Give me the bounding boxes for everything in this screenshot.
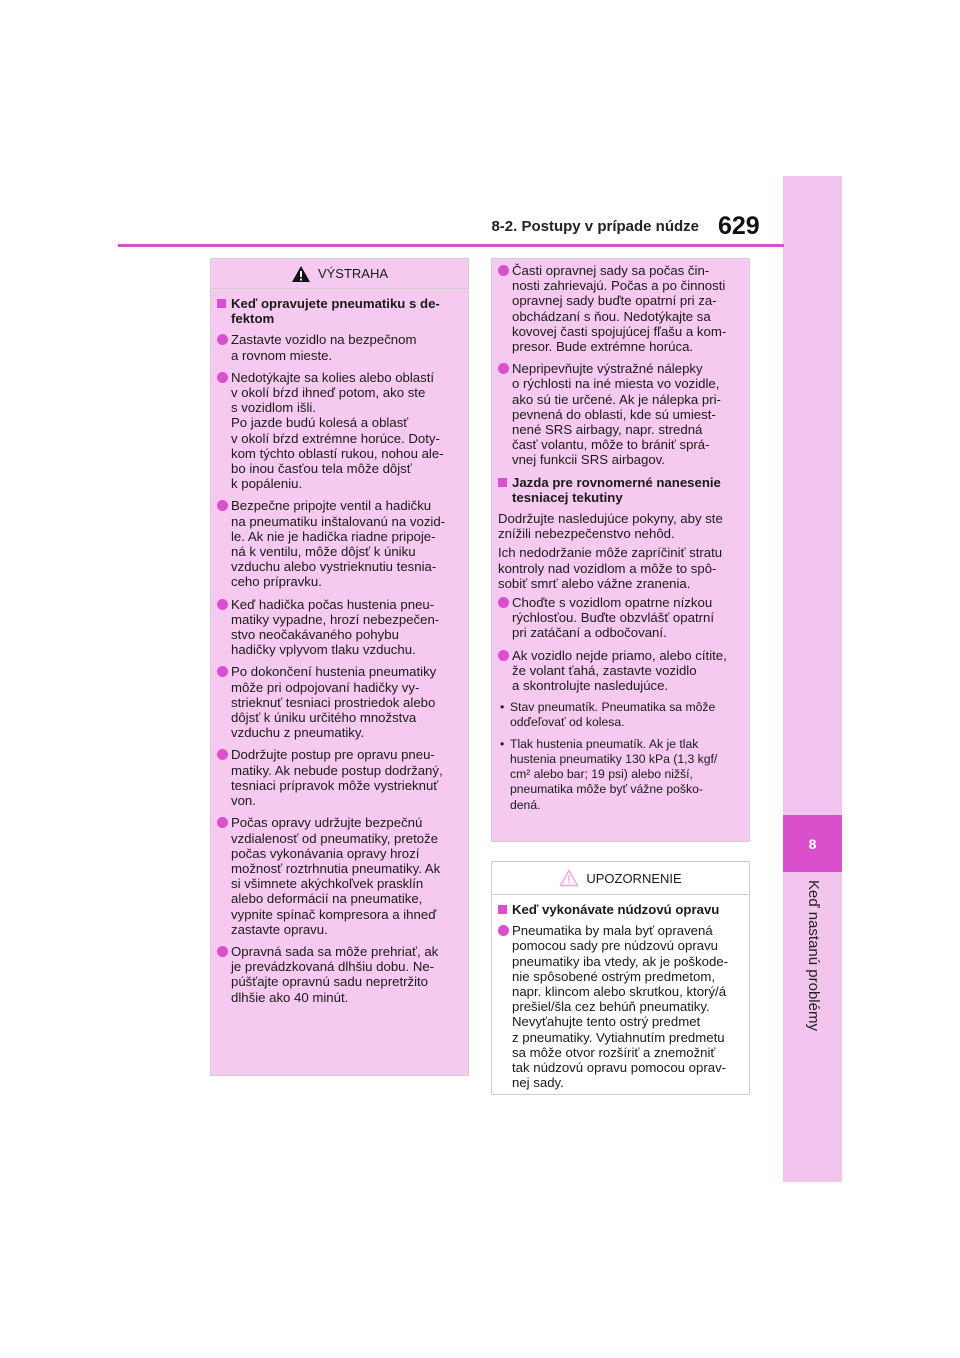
section-title: 8-2. Postupy v prípade núdze [491,218,699,235]
bullet-dot-icon [217,372,228,383]
page-number: 629 [718,212,760,240]
paragraph: Dodržujte nasledujúce pokyny, aby ste znížili nebezpečenstvo nehôd. [498,511,723,542]
bullet-dot-icon [498,265,509,276]
warning-heading: Keď opravujete pneumatiku s de- fektom [217,296,463,326]
bullet-dot-icon [498,925,509,936]
paragraph: Ich nedodržanie môže zapríčiniť stratu kontroly nad vozidlom a môže to spô- sobiť smrť alebo vážne zranenia. [498,545,723,591]
notice-title: UPOZORNENIE [586,870,682,886]
sub-item: • Tlak hustenia pneumatík. Ak je tlak hustenia pneumatiky 130 kPa (1,3 kgf/ cm² alebo bar; 19 psi) alebo nižší, pneumatika môže byť vážne poško- dená. [500,736,718,812]
chapter-number: 8 [783,815,842,872]
warning-header [211,259,468,289]
list-item: Nedotýkajte sa kolies alebo oblastí v okolí bŕzd ihneď potom, ako ste s vozidlom išli. Po jazde budú kolesá a oblasť v okolí bŕzd extrémne horúce. Doty- kom týchto oblastí rukou, nohou ale- bo inou časťou tela môže dôjsť k popáleniu. [217,370,463,492]
notice-header [492,862,749,895]
caution-triangle-icon [559,869,579,887]
chapter-title: Keď nastanú problémy [805,880,822,1031]
bullet-dot-icon [217,946,228,957]
bullet-dot-icon [498,650,509,661]
list-item: Počas opravy udržujte bezpečnú vzdialenosť od pneumatiky, pretože počas vykonávania opravy hrozí možnosť roztrhnutia pneumatiky. Ak si všimnete akýchkoľvek prasklín alebo deformácií na pneumatike, vypnite spínač kompresora a ihneď zastavte opravu. [217,815,463,937]
square-bullet-icon [498,905,507,914]
list-item: Zastavte vozidlo na bezpečnom a rovnom mieste. [217,332,463,362]
warning-box-left [210,258,469,1076]
list-item: Choďte s vozidlom opatrne nízkou rýchlosťou. Buďte obzvlášť opatrní pri zatáčaní a odbočovaní. [498,595,744,641]
notice-box [491,861,750,1095]
warning-box-right [491,258,750,842]
list-item: Pneumatika by mala byť opravená pomocou sady pre núdzovú opravu pneumatiky iba vtedy, ak je poškode- nie spôsobené ostrým predmetom, napr. klincom alebo skrutkou, ktorý/á prešiel/šla cez behúň pneumatiky. Nevyťahujte tento ostrý predmet z pneumatiky. Vytiahnutím predmetu sa môže otvor rozšíriť a znemožniť tak núdzovú opravu pomocou oprav- nej sady. [498,923,744,1090]
bullet-dot-icon [217,817,228,828]
bullet-dot-icon [217,666,228,677]
list-item: Opravná sada sa môže prehriať, ak je prevádzkovaná dlhšiu dobu. Ne- púšťajte opravnú sadu nepretržito dlhšie ako 40 minút. [217,944,463,1005]
bullet-dot-icon [498,363,509,374]
warning-title: VÝSTRAHA [317,266,389,281]
bullet-dot-icon [498,597,509,608]
list-item: Ak vozidlo nejde priamo, alebo cítite, že volant ťahá, zastavte vozidlo a skontrolujte nasledujúce. [498,648,744,694]
list-item: Časti opravnej sady sa počas čin- nosti zahrievajú. Počas a po činnosti opravnej sady buďte opatrní pri za- obchádzaní s ňou. Nedotýkajte sa kovovej časti spojujúcej fľašu a kom- presor. Bude extrémne horúca. [498,263,744,354]
warning-triangle-icon [291,265,311,283]
bullet-dot-icon [217,599,228,610]
square-bullet-icon [498,478,507,487]
bullet-dot-icon [217,749,228,760]
list-item: Keď hadička počas hustenia pneu- matiky vypadne, hrozí nebezpečen- stvo neočakávaného pohybu hadičky vplyvom tlaku vzduchu. [217,597,463,658]
bullet-dot-icon [217,500,228,511]
notice-heading: Keď vykonávate núdzovú opravu [498,902,744,917]
bullet-dot-icon [217,334,228,345]
list-item: Nepripevňujte výstražné nálepky o rýchlosti na iné miesta vo vozidle, ako sú tie určené. Ak je nálepka pri- pevnená do oblasti, kde sú umiest- nené SRS airbagy, napr. stredná časť volantu, môže to brániť sprá- vnej funkcii SRS airbagov. [498,361,744,467]
list-item: Po dokončení hustenia pneumatiky môže pri odpojovaní hadičky vy- strieknuť tesniaci prostriedok alebo dôjsť k úniku určitého množstva vzduchu z pneumatiky. [217,664,463,740]
driving-heading: Jazda pre rovnomerné nanesenie tesniacej tekutiny [498,475,744,505]
list-item: Bezpečne pripojte ventil a hadičku na pneumatiku inštalovanú na vozid- le. Ak nie je hadička riadne pripoje- ná k ventilu, môže dôjsť k úniku vzduchu alebo vystrieknutiu tesnia- ceho prípravku. [217,498,463,589]
sub-item: • Stav pneumatík. Pneumatika sa môže odďeľovať od kolesa. [500,700,716,730]
header-rule [118,244,784,247]
square-bullet-icon [217,299,226,308]
list-item: Dodržujte postup pre opravu pneu- matiky. Ak nebude postup dodržaný, tesniaci prípravok môže vystrieknuť von. [217,747,463,808]
